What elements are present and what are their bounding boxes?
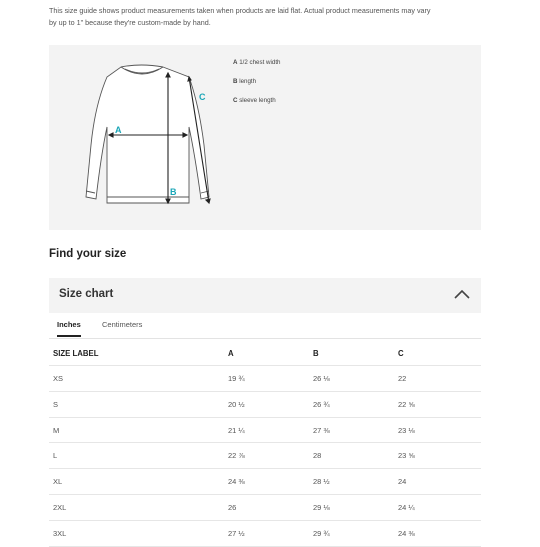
table-cell: 22 ⅞: [228, 451, 245, 461]
table-cell: 26 ¾: [313, 399, 330, 409]
table-cell: L: [53, 451, 58, 461]
legend-text: sleeve length: [239, 97, 276, 104]
table-row: [49, 392, 481, 418]
legend-item-c: [233, 95, 280, 114]
table-cell: XS: [53, 374, 64, 383]
intro-line-1: This size guide shows product measurements taken when products are laid flat. Actual product measurements may vary: [49, 6, 431, 15]
label-a: A: [115, 125, 122, 135]
col-header-c: C: [398, 349, 404, 358]
legend-item-b: [233, 76, 280, 95]
legend-item-a: [233, 57, 280, 76]
table-cell: 26: [228, 502, 237, 512]
col-header-a: A: [228, 349, 234, 358]
table-cell: 27 ⅜: [313, 425, 330, 435]
table-cell: 29 ⅛: [313, 502, 330, 512]
table-row: [49, 469, 481, 495]
table-row: [49, 495, 481, 521]
size-chart-header[interactable]: [49, 278, 481, 313]
table-cell: 27 ½: [228, 528, 245, 538]
legend-letter: A: [233, 59, 238, 66]
table-cell: 28 ½: [313, 477, 330, 487]
find-size-heading: Find your size: [49, 248, 127, 260]
size-table: [49, 341, 481, 547]
table-cell: 3XL: [53, 528, 67, 538]
table-row: [49, 366, 481, 392]
tab-inches[interactable]: Inches: [57, 320, 81, 337]
table-cell: XL: [53, 477, 63, 487]
size-guide-intro: [49, 5, 489, 29]
table-cell: 2XL: [53, 502, 67, 512]
table-row: [49, 443, 481, 469]
legend-text: length: [239, 78, 257, 85]
table-cell: 22: [398, 374, 407, 383]
table-header-row: [49, 341, 481, 366]
table-cell: 23 ⅝: [398, 451, 415, 461]
legend-text: 1/2 chest width: [239, 59, 281, 66]
table-cell: 29 ¾: [313, 528, 330, 538]
col-header-b: B: [313, 349, 319, 358]
label-b: B: [170, 187, 177, 197]
legend-letter: C: [233, 97, 238, 104]
table-cell: 24 ⅜: [398, 528, 415, 538]
chevron-up-icon[interactable]: [453, 287, 471, 306]
diagram-legend: [233, 57, 280, 114]
table-cell: 28: [313, 451, 322, 461]
table-cell: S: [53, 399, 59, 409]
table-row: [49, 521, 481, 547]
table-cell: 20 ½: [228, 399, 245, 409]
table-cell: M: [53, 425, 60, 435]
table-cell: 26 ⅛: [313, 374, 330, 383]
table-cell: 21 ¼: [228, 425, 245, 435]
table-row: [49, 418, 481, 444]
label-c: C: [199, 92, 206, 102]
table-cell: 23 ⅛: [398, 425, 415, 435]
tab-centimeters[interactable]: Centimeters: [102, 320, 143, 329]
measurement-diagram: [49, 45, 481, 230]
table-cell: 24 ¼: [398, 502, 415, 512]
table-cell: 24 ⅜: [228, 477, 245, 487]
intro-line-2: by up to 1" because they're custom-made by hand.: [49, 18, 211, 27]
table-cell: 24: [398, 477, 407, 487]
size-chart-title: Size chart: [59, 288, 114, 300]
legend-letter: B: [233, 78, 238, 85]
table-cell: 22 ⅝: [398, 399, 415, 409]
table-cell: 19 ¾: [228, 374, 245, 383]
unit-tabs: [49, 313, 481, 339]
col-header-size-label: SIZE LABEL: [53, 349, 99, 358]
